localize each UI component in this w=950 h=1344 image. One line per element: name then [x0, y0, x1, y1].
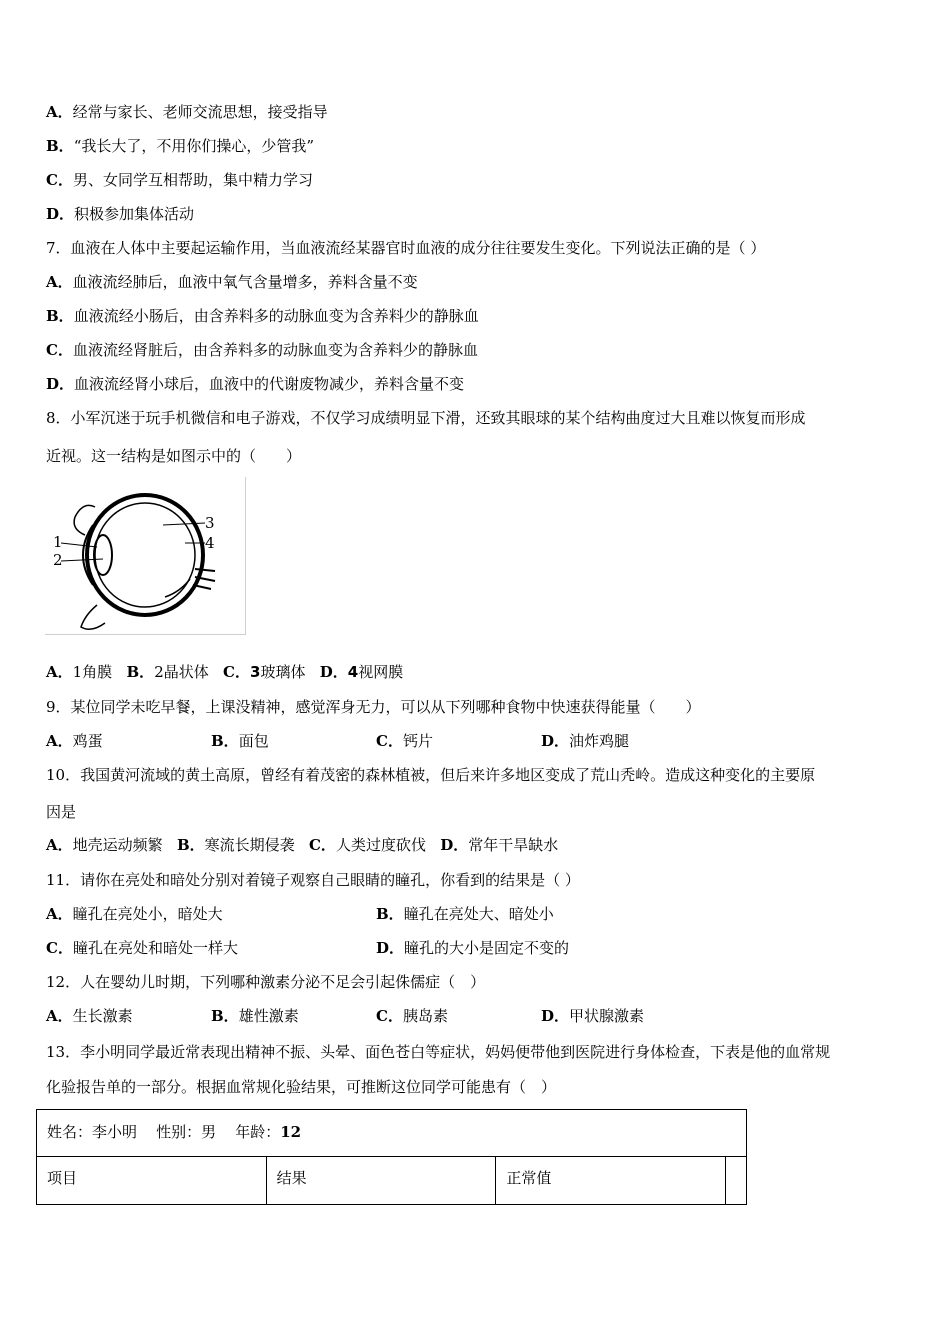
- q9-option-b: B．面包: [211, 732, 269, 750]
- q11-stem: 11．请你在亮处和暗处分别对着镜子观察自己眼睛的瞳孔，你看到的结果是（ ）: [46, 871, 580, 889]
- q7-option-c: C．血液流经肾脏后，由含养料多的动脉血变为含养料少的静脉血: [46, 341, 478, 359]
- q8-stem-line2: 近视。这一结构是如图示中的（ ）: [46, 447, 302, 465]
- diagram-label-2: 2: [53, 551, 63, 569]
- q9-stem: 9．某位同学未吃早餐，上课没精神，感觉浑身无力，可以从下列哪种食物中快速获得能量（ ）: [46, 698, 701, 716]
- q8-options: A．1角膜 B．2晶状体 C．3玻璃体 D．4视网膜: [46, 663, 404, 681]
- q12-option-a: A．生长激素: [46, 1007, 133, 1025]
- diagram-label-4: 4: [205, 534, 215, 552]
- q13-stem-line2: 化验报告单的一部分。根据血常规化验结果，可推断这位同学可能患有（ ）: [46, 1078, 557, 1096]
- blood-report-table: [36, 1109, 747, 1205]
- header-item: 项目: [37, 1157, 267, 1205]
- q6-option-a: A．经常与家长、老师交流思想，接受指导: [46, 103, 328, 121]
- header-normal-value: 正常值: [496, 1157, 726, 1205]
- q11-option-b: B．瞳孔在亮处大、暗处小: [376, 905, 554, 923]
- q7-option-b: B．血液流经小肠后，由含养料多的动脉血变为含养料少的静脉血: [46, 307, 479, 325]
- q12-option-c: C．胰岛素: [376, 1007, 448, 1025]
- header-result: 结果: [266, 1157, 496, 1205]
- eyeball-diagram-svg: [45, 477, 245, 634]
- q12-stem: 12．人在婴幼儿时期，下列哪种激素分泌不足会引起侏儒症（ ）: [46, 973, 486, 991]
- q10-options: A．地壳运动频繁 B．寒流长期侵袭 C．人类过度砍伐 D．常年干旱缺水: [46, 836, 559, 854]
- q11-option-d: D．瞳孔的大小是固定不变的: [376, 939, 570, 957]
- q8-stem-line1: 8．小军沉迷于玩手机微信和电子游戏，不仅学习成绩明显下滑，还致其眼球的某个结构曲度过大且难以恢复而形成: [46, 409, 806, 427]
- q11-option-c: C．瞳孔在亮处和暗处一样大: [46, 939, 238, 957]
- q9-option-a: A．鸡蛋: [46, 732, 103, 750]
- q11-option-a: A．瞳孔在亮处小，暗处大: [46, 905, 223, 923]
- q12-option-d: D．甲状腺激素: [541, 1007, 645, 1025]
- q13-stem-line1: 13．李小明同学最近常表现出精神不振、头晕、面色苍白等症状，妈妈便带他到医院进行身体检查，下表是他的血常规: [46, 1043, 831, 1061]
- q7-stem: 7．血液在人体中主要起运输作用，当血液流经某器官时血液的成分往往要发生变化。下列说法正确的是（ ）: [46, 239, 766, 257]
- q7-option-d: D．血液流经肾小球后，血液中的代谢废物减少，养料含量不变: [46, 375, 465, 393]
- q6-option-c: C．男、女同学互相帮助，集中精力学习: [46, 171, 313, 189]
- q10-stem-line2: 因是: [46, 803, 77, 821]
- diagram-label-3: 3: [205, 514, 215, 532]
- q6-option-d: D．积极参加集体活动: [46, 205, 195, 223]
- q10-stem-line1: 10．我国黄河流域的黄土高原，曾经有着茂密的森林植被，但后来许多地区变成了荒山秃岭。造成这种变化的主要原: [46, 766, 816, 784]
- diagram-label-1: 1: [53, 533, 63, 551]
- q12-option-b: B．雄性激素: [211, 1007, 299, 1025]
- q6-option-b: B．“我长大了，不用你们操心，少管我”: [46, 137, 315, 155]
- q9-option-c: C．钙片: [376, 732, 433, 750]
- header-extra-cell: [725, 1157, 746, 1205]
- q7-option-a: A．血液流经肺后，血液中氧气含量增多，养料含量不变: [46, 273, 418, 291]
- q9-option-d: D．油炸鸡腿: [541, 732, 630, 750]
- eyeball-diagram: [45, 477, 246, 635]
- patient-info-cell: 姓名：李小明 性别：男 年龄：12: [37, 1110, 747, 1157]
